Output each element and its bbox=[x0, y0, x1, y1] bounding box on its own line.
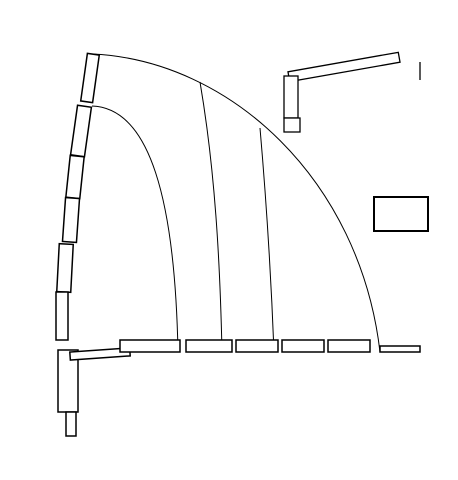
crane-vertical-boom bbox=[56, 53, 99, 436]
reach-curve-3 bbox=[260, 128, 274, 352]
model-tag bbox=[373, 196, 429, 232]
reach-curves bbox=[92, 54, 380, 352]
outer-reach-curve bbox=[92, 54, 380, 352]
reach-curve-1 bbox=[92, 106, 178, 352]
extension-detail bbox=[284, 52, 420, 132]
reach-curve-2 bbox=[200, 82, 222, 352]
crane-horizontal-boom bbox=[70, 340, 420, 360]
